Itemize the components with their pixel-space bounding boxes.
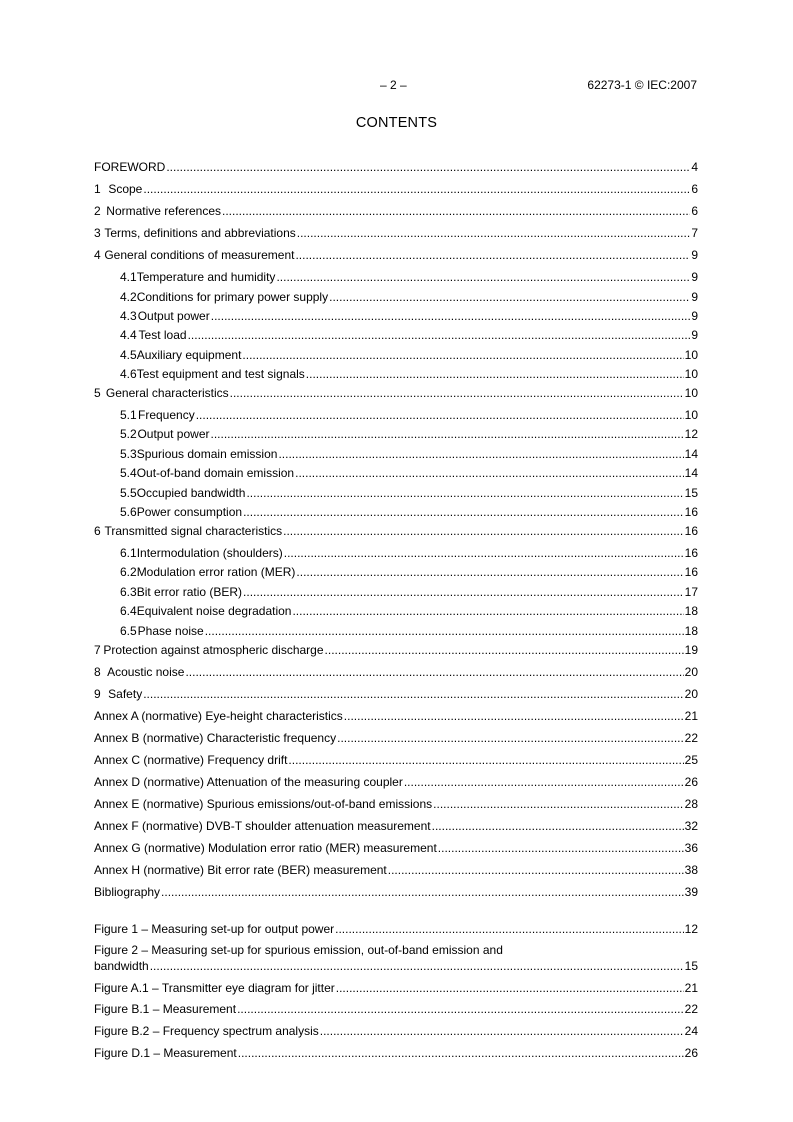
toc-entry-page: 32 [684,819,698,833]
toc-entry-label: Terms, definitions and abbreviations [104,226,296,240]
toc-entry[interactable] [94,348,698,363]
toc-entry-label: Normative references [106,204,221,218]
toc-entry-page: 36 [684,841,698,855]
toc-entry-page: 21 [684,709,698,723]
figure-entry-page: 24 [684,1024,698,1038]
toc-entry[interactable] [94,408,698,423]
toc-entry-label: Modulation error ration (MER) [136,565,296,579]
toc-entry-number: 5 [94,386,101,400]
dot-leader [143,687,683,702]
toc-entry-label: Occupied bandwidth [136,486,246,500]
toc-entry-page: 16 [684,565,698,579]
toc-entry-label: General conditions of measurement [104,248,295,262]
toc-entry-number: 9 [94,687,101,701]
toc-entry-number: 2 [94,204,101,218]
toc-entry[interactable] [94,427,698,442]
toc-entry-label: Annex E (normative) Spurious emissions/out-of-band emissions [94,797,433,811]
toc-entry-number: 1 [94,182,101,196]
dot-leader [433,797,683,812]
toc-entry-number: 6.1 [120,546,137,560]
toc-entry-label: Conditions for primary power supply [136,290,329,304]
toc-entry-label: Annex H (normative) Bit error rate (BER) measurement [94,863,387,877]
toc-entry[interactable] [94,665,698,680]
toc-entry-number: 5.6 [120,505,137,519]
toc-entry-number: 4.2 [120,290,137,304]
dot-leader [329,290,690,305]
document-reference: 62273-1 © IEC:2007 [587,78,697,92]
figure-entry-label-line1: Figure 2 – Measuring set-up for spurious emission, out-of-band emission and [94,943,503,957]
contents-title: CONTENTS [355,115,438,131]
toc-entry[interactable] [94,367,698,382]
toc-entry[interactable] [94,643,698,658]
toc-entry-label: Output power [137,309,210,323]
dot-leader [295,466,684,481]
figure-entry-page: 15 [684,959,698,973]
figure-entry[interactable] [94,1002,698,1017]
toc-entry[interactable] [94,546,698,561]
dot-leader [222,204,690,219]
dot-leader [297,226,691,241]
dot-leader [143,182,690,197]
toc-entry-page: 14 [684,447,698,461]
figure-entry[interactable] [94,1024,698,1039]
toc-entry-number: 3 [94,226,101,240]
dot-leader [335,922,684,937]
toc-entry-page: 19 [684,643,698,657]
toc-entry-number: 4.4 [120,328,137,342]
toc-entry[interactable] [94,709,698,724]
toc-entry[interactable] [94,819,698,834]
figure-entry-page: 22 [684,1002,698,1016]
dot-leader [150,959,684,974]
dot-leader [320,1024,684,1039]
toc-entry-number: 7 [94,643,101,657]
toc-entry-label: Intermodulation (shoulders) [136,546,283,560]
toc-entry-label: Bit error ratio (BER) [136,585,243,599]
toc-entry[interactable] [94,182,698,197]
toc-entry[interactable] [94,204,698,219]
toc-entry-label: Temperature and humidity [136,270,276,284]
dot-leader [296,565,683,580]
dot-leader [161,885,684,900]
toc-entry-page: 6 [691,182,698,196]
figure-entry-label: bandwidth [94,959,149,973]
toc-entry-page: 18 [684,604,698,618]
dot-leader [205,624,684,639]
dot-leader [211,427,684,442]
toc-entry-number: 4.6 [120,367,137,381]
dot-leader [438,841,684,856]
toc-entry-label: Protection against atmospheric discharge [103,643,324,657]
toc-entry-number: 6.4 [120,604,137,618]
dot-leader [295,248,690,263]
dot-leader [432,819,684,834]
toc-entry[interactable] [94,885,698,900]
toc-entry-label: Bibliography [94,885,161,899]
toc-entry[interactable] [94,328,698,343]
toc-entry-page: 10 [684,386,698,400]
toc-entry-number: 6 [94,524,101,538]
dot-leader [336,981,684,996]
dot-leader [337,731,684,746]
dot-leader [185,665,683,680]
toc-entry-label: Output power [137,427,210,441]
dot-leader [166,160,690,175]
toc-entry-page: 25 [684,753,698,767]
toc-entry-number: 8 [94,665,101,679]
toc-entry-label: Frequency [138,408,195,422]
toc-entry-label: FOREWORD [94,160,166,174]
toc-entry-page: 20 [684,687,698,701]
dot-leader [284,546,684,561]
toc-entry-page: 28 [684,797,698,811]
figure-entry-label: Figure A.1 – Transmitter eye diagram for jitter [94,981,335,995]
dot-leader [388,863,684,878]
dot-leader [238,1046,684,1061]
toc-entry-page: 10 [684,367,698,381]
toc-entry[interactable] [94,447,698,462]
toc-entry-page: 12 [684,427,698,441]
toc-entry-page: 16 [684,505,698,519]
toc-entry[interactable] [94,604,698,619]
toc-entry[interactable] [94,486,698,501]
figure-entry-page: 21 [684,981,698,995]
dot-leader [230,386,684,401]
toc-entry-label: Acoustic noise [107,665,185,679]
dot-leader [246,486,683,501]
dot-leader [276,270,690,285]
toc-entry-label: Safety [108,687,143,701]
toc-entry-number: 4.5 [120,348,137,362]
toc-entry-label: Annex A (normative) Eye-height characteristics [94,709,343,723]
toc-entry-page: 9 [691,309,698,323]
figure-entry[interactable] [94,981,698,996]
toc-entry-label: Annex B (normative) Characteristic frequency [94,731,337,745]
toc-entry[interactable] [94,624,698,639]
dot-leader [278,447,683,462]
toc-entry-number: 5.4 [120,466,137,480]
toc-entry-label: Out-of-band domain emission [136,466,295,480]
figure-entry-label: Figure D.1 – Measurement [94,1046,237,1060]
toc-entry-page: 20 [684,665,698,679]
toc-entry[interactable] [94,270,698,285]
toc-entry-page: 17 [684,585,698,599]
page-number: – 2 – [380,78,407,92]
toc-entry-label: Annex C (normative) Frequency drift [94,753,288,767]
toc-entry-page: 10 [684,348,698,362]
toc-entry-number: 6.3 [120,585,137,599]
toc-entry[interactable] [94,841,698,856]
toc-entry-number: 5.2 [120,427,137,441]
toc-entry[interactable] [94,797,698,812]
dot-leader [404,775,684,790]
toc-entry-page: 6 [691,204,698,218]
dot-leader [242,348,683,363]
toc-entry-number: 5.3 [120,447,137,461]
toc-entry[interactable] [94,565,698,580]
toc-entry-page: 9 [691,290,698,304]
dot-leader [211,309,691,324]
toc-entry[interactable] [94,248,698,263]
toc-entry[interactable] [94,466,698,481]
toc-entry-page: 7 [691,226,698,240]
toc-entry-number: 6.2 [120,565,137,579]
toc-entry[interactable] [94,505,698,520]
toc-entry-number: 5.1 [120,408,137,422]
dot-leader [325,643,684,658]
dot-leader [188,328,691,343]
toc-entry-number: 4.1 [120,270,137,284]
figure-entry[interactable] [94,922,698,937]
toc-entry[interactable] [94,524,698,539]
toc-entry[interactable] [94,160,698,175]
toc-entry-label: Spurious domain emission [136,447,278,461]
toc-entry-label: Auxiliary equipment [136,348,242,362]
toc-entry-label: Transmitted signal characteristics [104,524,283,538]
toc-entry[interactable] [94,731,698,746]
figure-entry[interactable] [94,1046,698,1061]
figure-entry[interactable] [94,959,698,974]
toc-entry-label: Annex G (normative) Modulation error ratio (MER) measurement [94,841,437,855]
toc-entry-label: Power consumption [136,505,243,519]
toc-entry[interactable] [94,309,698,324]
toc-entry-number: 4.3 [120,309,137,323]
toc-entry-number: 4 [94,248,101,262]
toc-entry-label: Phase noise [137,624,204,638]
toc-entry-page: 9 [691,248,698,262]
dot-leader [344,709,684,724]
dot-leader [288,753,683,768]
toc-entry-page: 10 [684,408,698,422]
toc-entry[interactable] [94,386,698,401]
toc-entry-page: 9 [691,328,698,342]
dot-leader [243,505,684,520]
toc-entry-number: 5.5 [120,486,137,500]
figure-entry-label: Figure B.2 – Frequency spectrum analysis [94,1024,319,1038]
toc-entry-page: 9 [691,270,698,284]
figure-entry-label: Figure 1 – Measuring set-up for output power [94,922,335,936]
figure-entry-page: 26 [684,1046,698,1060]
toc-entry-label: Equivalent noise degradation [136,604,292,618]
toc-entry-label: Test equipment and test signals [136,367,305,381]
toc-entry-label: Annex F (normative) DVB-T shoulder attenuation measurement [94,819,431,833]
toc-entry-label: General characteristics [105,386,229,400]
toc-entry-page: 16 [684,524,698,538]
dot-leader [292,604,683,619]
toc-entry-page: 15 [684,486,698,500]
dot-leader [283,524,684,539]
toc-entry-label: Annex D (normative) Attenuation of the measuring coupler [94,775,403,789]
toc-entry-page: 38 [684,863,698,877]
toc-entry[interactable] [94,585,698,600]
toc-entry[interactable] [94,687,698,702]
figure-entry-page: 12 [684,922,698,936]
toc-entry-label: Scope [108,182,143,196]
toc-entry-page: 16 [684,546,698,560]
toc-entry-page: 26 [684,775,698,789]
toc-entry[interactable] [94,863,698,878]
toc-entry-page: 4 [691,160,698,174]
toc-entry-page: 22 [684,731,698,745]
toc-entry-label: Test load [138,328,187,342]
toc-entry[interactable] [94,226,698,241]
toc-entry-number: 6.5 [120,624,137,638]
toc-entry-page: 18 [684,624,698,638]
toc-entry-page: 39 [684,885,698,899]
dot-leader [306,367,684,382]
dot-leader [237,1002,684,1017]
figure-entry-label: Figure B.1 – Measurement [94,1002,237,1016]
toc-entry[interactable] [94,775,698,790]
toc-entry[interactable] [94,753,698,768]
toc-entry[interactable] [94,290,698,305]
toc-entry-page: 14 [684,466,698,480]
dot-leader [243,585,684,600]
dot-leader [196,408,684,423]
